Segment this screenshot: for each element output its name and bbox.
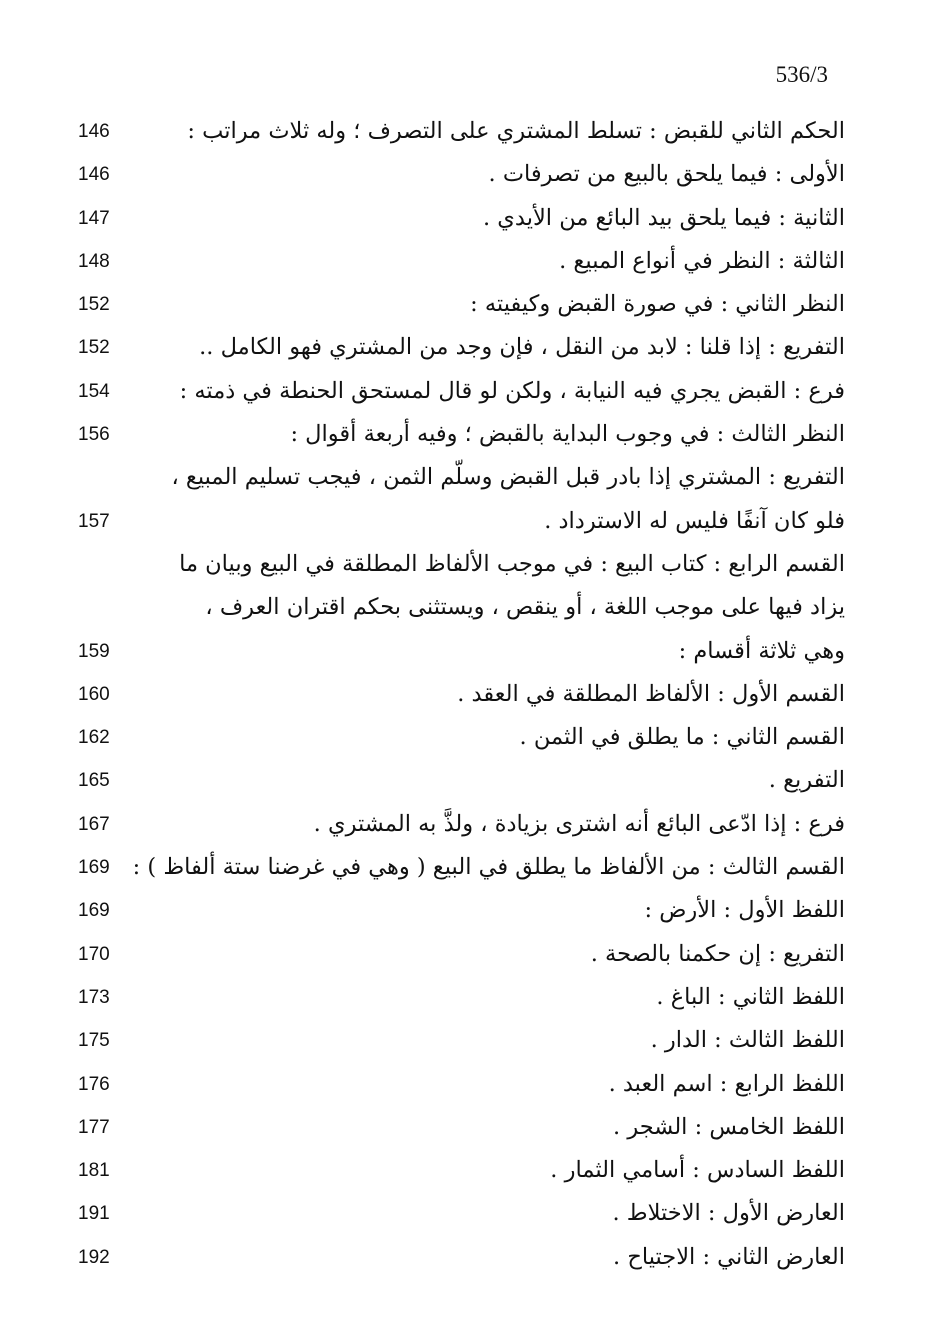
toc-entry-title (155, 716, 845, 759)
toc-page-number: 162 (78, 727, 110, 749)
toc-entry-title (155, 1019, 845, 1062)
toc-page-number: 167 (78, 813, 110, 835)
toc-entry-title (155, 283, 845, 326)
toc-entry-line: التفريع : إن حكمنا بالصحة . (590, 940, 845, 967)
toc-entry-title (155, 1192, 845, 1235)
toc-entry-line: اللفظ الخامس : الشجر . (613, 1113, 845, 1140)
toc-entry (60, 1019, 845, 1062)
toc-entry (60, 889, 845, 932)
toc-entry-title (155, 1106, 845, 1149)
toc-entry (60, 413, 845, 456)
toc-page-number: 152 (78, 337, 110, 359)
toc-entry (60, 240, 845, 283)
toc-entry (60, 716, 845, 759)
toc-entry-title (155, 673, 845, 716)
toc-entry (60, 1192, 845, 1235)
toc-entry-title (155, 240, 845, 283)
toc-page-number: 175 (78, 1030, 110, 1052)
toc-page-number: 176 (78, 1073, 110, 1095)
toc-entry-title (155, 153, 845, 196)
toc-entry (60, 1236, 845, 1279)
toc-entry-title (155, 1149, 845, 1192)
toc-entry (60, 976, 845, 1019)
toc-entry-line: اللفظ الثالث : الدار . (650, 1027, 845, 1054)
toc-entry (60, 759, 845, 802)
toc-entry (60, 456, 845, 543)
toc-entry-title (155, 976, 845, 1019)
toc-entry-line: فلو كان آنفًا فليس له الاسترداد . (544, 507, 845, 534)
toc-entry-line: التفريع : إذا قلنا : لابد من النقل ، فإن وجد من المشتري فهو الكامل .. (199, 334, 845, 361)
toc-entry (60, 370, 845, 413)
toc-entry-title (155, 370, 845, 413)
toc-entry-line: النظر الثاني : في صورة القبض وكيفيته : (470, 291, 845, 318)
toc-page-number: 157 (78, 510, 110, 532)
toc-entry-title (155, 759, 845, 802)
toc-entry (60, 933, 845, 976)
toc-entry-line: اللفظ الثاني : الباغ . (656, 983, 845, 1010)
toc-page-number: 181 (78, 1160, 110, 1182)
toc-page-number: 160 (78, 683, 110, 705)
toc-page-number: 191 (78, 1203, 110, 1225)
toc-entry-title (155, 543, 845, 673)
toc-entry-line: الأولى : فيما يلحق بالبيع من تصرفات . (488, 161, 845, 188)
toc-page-number: 146 (78, 121, 110, 142)
toc-entry-line: القسم الأول : الألفاظ المطلقة في العقد . (457, 680, 845, 707)
toc-entry-line: القسم الثالث : من الألفاظ ما يطلق في البيع ( وهي في غرضنا ستة ألفاظ ) : (132, 854, 845, 881)
toc-entry (60, 110, 845, 153)
toc-entry (60, 543, 845, 673)
toc-entry-line: اللفظ الأول : الأرض : (644, 897, 845, 924)
toc-entry-line: التفريع . (768, 767, 845, 794)
toc-entry (60, 283, 845, 326)
toc-page-number: 169 (78, 900, 110, 922)
toc-entry-line: العارض الثاني : الاجتياح . (613, 1243, 845, 1270)
toc-entry (60, 153, 845, 196)
toc-entry-line: اللفظ الرابع : اسم العبد . (608, 1070, 845, 1097)
toc-entry-title (155, 1063, 845, 1106)
toc-entry (60, 803, 845, 846)
toc-entry-line: التفريع : المشتري إذا بادر قبل القبض وسلّم الثمن ، فيجب تسليم المبيع ، (171, 464, 845, 491)
toc-entry-line: الحكم الثاني للقبض : تسلط المشتري على التصرف ؛ وله ثلاث مراتب : (187, 118, 845, 144)
toc-entry-line: فرع : إذا ادّعى البائع أنه اشترى بزيادة ، ولذَّ به المشتري . (313, 810, 845, 837)
toc-entry-title (155, 1236, 845, 1279)
toc-entry-title (155, 110, 845, 153)
toc-page-number: 177 (78, 1116, 110, 1138)
page-reference: 536/3 (775, 62, 828, 87)
toc-entry-title (155, 803, 845, 846)
toc-page-number: 147 (78, 207, 110, 229)
toc-entry-line: فرع : القبض يجري فيه النيابة ، ولكن لو قال لمستحق الحنطة في ذمته : (179, 377, 845, 404)
toc-page-number: 156 (78, 424, 110, 446)
toc-entry-line: يزاد فيها على موجب اللغة ، أو ينقص ، ويستثنى بحكم اقتران العرف ، (205, 594, 845, 621)
toc-entry (60, 1106, 845, 1149)
toc-page-number: 159 (78, 640, 110, 662)
toc-entry-line: القسم الرابع : كتاب البيع : في موجب الألفاظ المطلقة في البيع وبيان ما (179, 550, 845, 577)
toc-entry (60, 846, 845, 889)
toc-page-number: 165 (78, 770, 110, 792)
toc-entry-title (155, 326, 845, 369)
toc-entry-line: النظر الثالث : في وجوب البداية بالقبض ؛ وفيه أربعة أقوال : (290, 421, 845, 448)
toc-page-number: 169 (78, 857, 110, 879)
toc-page-number: 154 (78, 380, 110, 402)
table-of-contents (60, 110, 845, 1279)
toc-entry-title (132, 846, 845, 889)
toc-page-number: 170 (78, 943, 110, 965)
toc-entry-title (155, 933, 845, 976)
toc-entry (60, 673, 845, 716)
toc-entry-title (155, 456, 845, 543)
toc-page-number: 148 (78, 250, 110, 272)
toc-entry-line: العارض الأول : الاختلاط . (612, 1200, 845, 1227)
toc-entry-line: الثالثة : النظر في أنواع المبيع . (559, 247, 845, 274)
toc-page-number: 192 (78, 1246, 110, 1268)
toc-page-number: 152 (78, 294, 110, 316)
toc-entry-line: وهي ثلاثة أقسام : (678, 637, 845, 664)
toc-entry-line: القسم الثاني : ما يطلق في الثمن . (519, 724, 845, 751)
toc-entry (60, 1149, 845, 1192)
toc-entry (60, 1063, 845, 1106)
toc-entry-line: اللفظ السادس : أسامي الثمار . (550, 1157, 845, 1184)
toc-page-number: 173 (78, 986, 110, 1008)
toc-entry-title (155, 197, 845, 240)
toc-page-number: 146 (78, 164, 110, 186)
toc-entry (60, 326, 845, 369)
toc-entry (60, 197, 845, 240)
toc-entry-title (155, 413, 845, 456)
toc-entry-line: الثانية : فيما يلحق بيد البائع من الأيدي . (482, 204, 845, 231)
toc-entry-title (155, 889, 845, 932)
